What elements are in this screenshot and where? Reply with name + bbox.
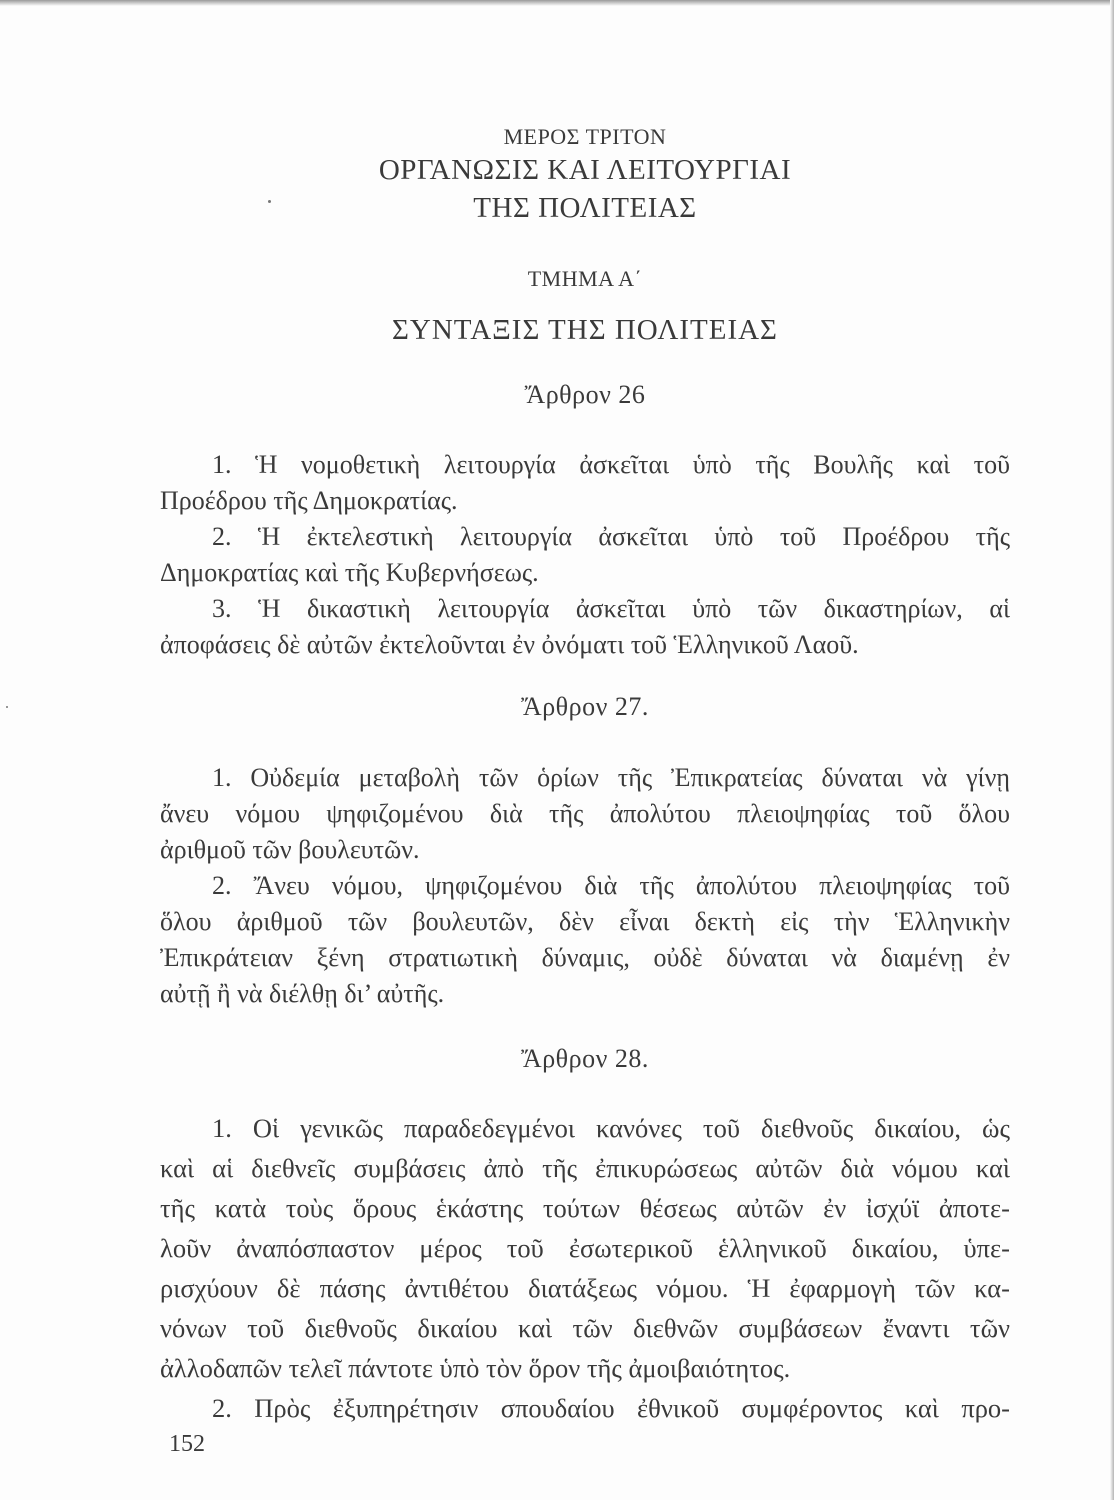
text-line: ἀριθμοῦ τῶν βουλευτῶν.	[160, 835, 420, 864]
text-line: 1. Ἡ νομοθετικὴ λειτουργία ἀσκεῖται ὑπὸ τῆς Βουλῆς καὶ τοῦ	[212, 450, 1010, 479]
text-line: ἄνευ νόμου ψηφιζομένου διὰ τῆς ἀπολύτου πλειοψηφίας τοῦ ὅλου	[160, 799, 1010, 828]
text-line: 2. Ἄνευ νόμου, ψηφιζομένου διὰ τῆς ἀπολύτου πλειοψηφίας τοῦ	[212, 871, 1010, 900]
part-title-line-1: ΟΡΓΑΝΩΣΙΣ ΚΑΙ ΛΕΙΤΟΥΡΓΙΑΙ	[378, 154, 792, 186]
article-body	[160, 1108, 1010, 1428]
scan-right-edge	[1110, 0, 1114, 1500]
text-line: τῆς κατὰ τοὺς ὅρους ἑκάστης τούτων θέσεως αὐτῶν ἐν ἰσχύϊ ἀποτε-	[160, 1193, 1010, 1223]
article-body	[160, 760, 1010, 1012]
section-label: ΤΜΗΜΑ Α΄	[527, 266, 643, 291]
article-body	[160, 447, 1010, 663]
text-line: Δημοκρατίας καὶ τῆς Κυβερνήσεως.	[160, 558, 539, 587]
part-title-line-2: ΤΗΣ ΠΟΛΙΤΕΙΑΣ	[473, 192, 697, 224]
text-line: 2. Πρὸς ἐξυπηρέτησιν σπουδαίου ἐθνικοῦ συμφέροντος καὶ προ-	[212, 1393, 1010, 1423]
text-line: ρισχύουν δὲ πάσης ἀντιθέτου διατάξεως νόμου. Ἡ ἐφαρμογὴ τῶν κα-	[160, 1273, 1010, 1303]
text-line: ὅλου ἀριθμοῦ τῶν βουλευτῶν, δὲν εἶναι δεκτὴ εἰς τὴν Ἑλληνικὴν	[160, 907, 1010, 936]
text-line: καὶ αἱ διεθνεῖς συμβάσεις ἀπὸ τῆς ἐπικυρώσεως αὐτῶν διὰ νόμου καὶ	[160, 1153, 1010, 1183]
part-label: ΜΕΡΟΣ ΤΡΙΤΟΝ	[503, 124, 667, 149]
section-title: ΣΥΝΤΑΞΙΣ ΤΗΣ ΠΟΛΙΤΕΙΑΣ	[392, 314, 778, 346]
scan-speck	[6, 706, 8, 708]
text-line: αὐτῇ ἢ νὰ διέλθῃ δι’ αὐτῆς.	[160, 979, 445, 1008]
page-number: 152	[169, 1431, 205, 1457]
article-heading: Ἄρθρον 27.	[521, 692, 649, 721]
text-line: ἀποφάσεις δὲ αὐτῶν ἐκτελοῦνται ἐν ὀνόματι τοῦ Ἑλληνικοῦ Λαοῦ.	[160, 630, 859, 659]
text-line: Προέδρου τῆς Δημοκρατίας.	[160, 486, 458, 515]
text-line: 1. Οὐδεμία μεταβολὴ τῶν ὁρίων τῆς Ἐπικρατείας δύναται νὰ γίνῃ	[212, 763, 1010, 792]
text-line: Ἐπικράτειαν ξένη στρατιωτικὴ δύναμις, οὐδὲ δύναται νὰ διαμένῃ ἐν	[160, 943, 1010, 972]
article-heading: Ἄρθρον 26	[524, 380, 646, 409]
text-line: νόνων τοῦ διεθνοῦς δικαίου καὶ τῶν διεθνῶν συμβάσεων ἔναντι τῶν	[160, 1313, 1010, 1343]
scan-top-edge	[0, 0, 1114, 6]
text-line: ἀλλοδαπῶν τελεῖ πάντοτε ὑπὸ τὸν ὅρον τῆς ἀμοιβαιότητος.	[160, 1353, 791, 1383]
article-heading: Ἄρθρον 28.	[521, 1044, 649, 1073]
text-line: 2. Ἡ ἐκτελεστικὴ λειτουργία ἀσκεῖται ὑπὸ τοῦ Προέδρου τῆς	[212, 522, 1010, 551]
text-line: 3. Ἡ δικαστικὴ λειτουργία ἀσκεῖται ὑπὸ τῶν δικαστηρίων, αἱ	[212, 594, 1010, 623]
text-line: λοῦν ἀναπόσπαστον μέρος τοῦ ἐσωτερικοῦ ἑλληνικοῦ δικαίου, ὑπε-	[160, 1233, 1010, 1263]
text-line: 1. Οἱ γενικῶς παραδεδεγμένοι κανόνες τοῦ διεθνοῦς δικαίου, ὡς	[212, 1113, 1010, 1143]
